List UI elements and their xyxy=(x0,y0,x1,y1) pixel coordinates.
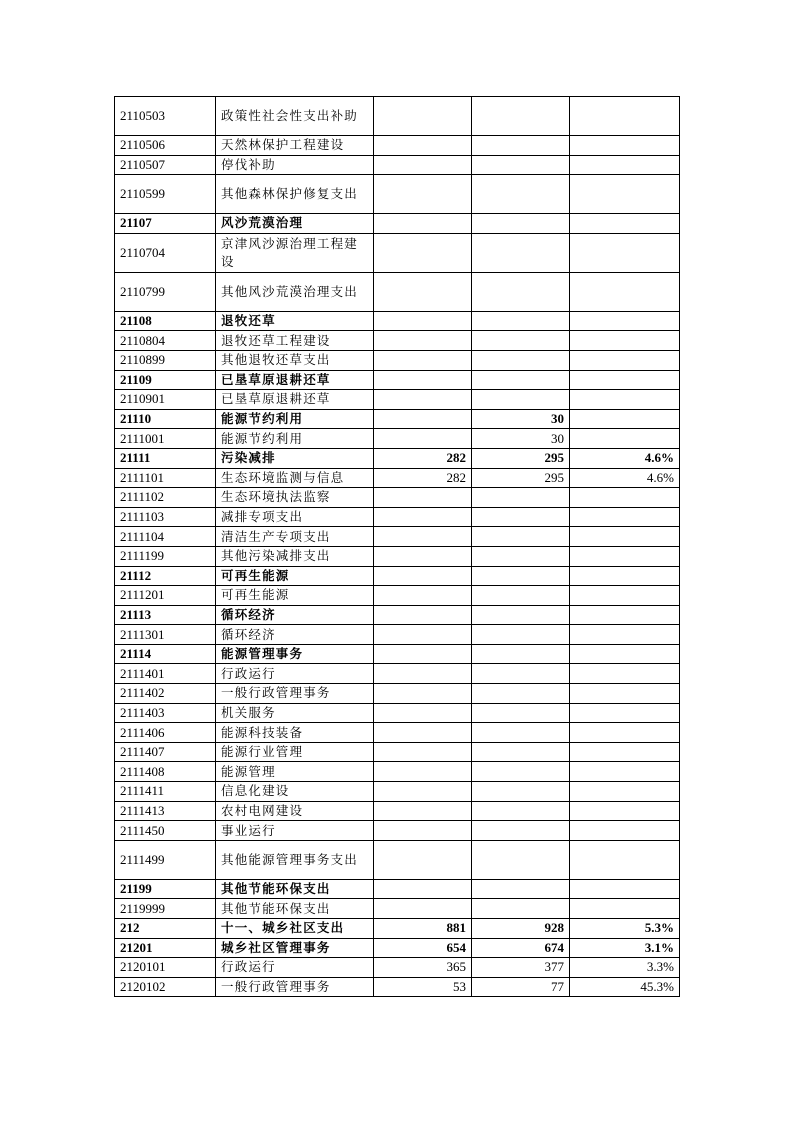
code-cell: 2111413 xyxy=(115,801,216,821)
code-cell: 2111301 xyxy=(115,625,216,645)
value-2020-cell xyxy=(472,566,570,586)
value-2020-cell: 30 xyxy=(472,409,570,429)
table-row xyxy=(115,605,680,625)
item-name-cell: 农村电网建设 xyxy=(216,801,374,821)
growth-rate-cell xyxy=(570,233,680,272)
value-2020-cell xyxy=(472,175,570,214)
growth-rate-cell xyxy=(570,625,680,645)
value-2019-cell xyxy=(374,507,472,527)
code-cell: 21113 xyxy=(115,605,216,625)
table-row xyxy=(115,801,680,821)
code-cell: 2110599 xyxy=(115,175,216,214)
item-name-cell: 其他风沙荒漠治理支出 xyxy=(216,272,374,311)
table-row xyxy=(115,136,680,156)
item-name-cell: 机关服务 xyxy=(216,703,374,723)
value-2019-cell xyxy=(374,782,472,802)
value-2020-cell xyxy=(472,644,570,664)
value-2019-cell xyxy=(374,703,472,723)
growth-rate-cell: 5.3% xyxy=(570,919,680,939)
growth-rate-cell xyxy=(570,684,680,704)
table-row xyxy=(115,272,680,311)
table-row xyxy=(115,507,680,527)
item-name-cell: 可再生能源 xyxy=(216,586,374,606)
item-name-cell: 停伐补助 xyxy=(216,155,374,175)
code-cell: 21114 xyxy=(115,644,216,664)
item-name-cell: 一般行政管理事务 xyxy=(216,684,374,704)
table-row xyxy=(115,782,680,802)
item-name-cell: 能源管理 xyxy=(216,762,374,782)
table-row xyxy=(115,938,680,958)
code-cell: 2110507 xyxy=(115,155,216,175)
table-row xyxy=(115,958,680,978)
growth-rate-cell xyxy=(570,527,680,547)
value-2020-cell: 77 xyxy=(472,977,570,997)
value-2019-cell xyxy=(374,723,472,743)
value-2019-cell: 881 xyxy=(374,919,472,939)
table-row xyxy=(115,409,680,429)
code-cell: 2111401 xyxy=(115,664,216,684)
table-row xyxy=(115,919,680,939)
growth-rate-cell xyxy=(570,742,680,762)
table-row xyxy=(115,468,680,488)
table-row xyxy=(115,175,680,214)
table-row xyxy=(115,977,680,997)
value-2019-cell xyxy=(374,821,472,841)
growth-rate-cell: 4.6% xyxy=(570,448,680,468)
code-cell: 2110704 xyxy=(115,233,216,272)
growth-rate-cell xyxy=(570,136,680,156)
growth-rate-cell xyxy=(570,801,680,821)
code-cell: 2111408 xyxy=(115,762,216,782)
code-cell: 2111102 xyxy=(115,488,216,508)
growth-rate-cell xyxy=(570,488,680,508)
table-row xyxy=(115,214,680,234)
code-cell: 21108 xyxy=(115,311,216,331)
item-name-cell: 十一、城乡社区支出 xyxy=(216,919,374,939)
item-name-cell: 生态环境执法监察 xyxy=(216,488,374,508)
value-2020-cell xyxy=(472,546,570,566)
growth-rate-cell xyxy=(570,390,680,410)
code-cell: 212 xyxy=(115,919,216,939)
item-name-cell: 风沙荒漠治理 xyxy=(216,214,374,234)
table-row xyxy=(115,233,680,272)
code-cell: 2111103 xyxy=(115,507,216,527)
code-cell: 2111406 xyxy=(115,723,216,743)
growth-rate-cell xyxy=(570,331,680,351)
growth-rate-cell xyxy=(570,703,680,723)
value-2019-cell xyxy=(374,546,472,566)
code-cell: 2110506 xyxy=(115,136,216,156)
value-2020-cell xyxy=(472,801,570,821)
table-row xyxy=(115,586,680,606)
item-name-cell: 可再生能源 xyxy=(216,566,374,586)
table-row xyxy=(115,448,680,468)
growth-rate-cell: 3.3% xyxy=(570,958,680,978)
value-2020-cell xyxy=(472,762,570,782)
value-2020-cell xyxy=(472,233,570,272)
item-name-cell: 政策性社会性支出补助 xyxy=(216,97,374,136)
code-cell: 21107 xyxy=(115,214,216,234)
value-2019-cell xyxy=(374,370,472,390)
table-row xyxy=(115,899,680,919)
value-2019-cell xyxy=(374,586,472,606)
item-name-cell: 污染减排 xyxy=(216,448,374,468)
table-row xyxy=(115,350,680,370)
table-row xyxy=(115,566,680,586)
item-name-cell: 能源科技装备 xyxy=(216,723,374,743)
item-name-cell: 清洁生产专项支出 xyxy=(216,527,374,547)
growth-rate-cell xyxy=(570,899,680,919)
value-2019-cell xyxy=(374,331,472,351)
value-2019-cell: 282 xyxy=(374,448,472,468)
item-name-cell: 行政运行 xyxy=(216,958,374,978)
item-name-cell: 能源行业管理 xyxy=(216,742,374,762)
value-2019-cell: 282 xyxy=(374,468,472,488)
growth-rate-cell xyxy=(570,155,680,175)
item-name-cell: 其他节能环保支出 xyxy=(216,879,374,899)
growth-rate-cell: 45.3% xyxy=(570,977,680,997)
growth-rate-cell: 3.1% xyxy=(570,938,680,958)
value-2020-cell xyxy=(472,879,570,899)
code-cell: 21109 xyxy=(115,370,216,390)
value-2019-cell xyxy=(374,527,472,547)
value-2019-cell xyxy=(374,272,472,311)
value-2020-cell xyxy=(472,625,570,645)
item-name-cell: 已垦草原退耕还草 xyxy=(216,390,374,410)
value-2020-cell xyxy=(472,136,570,156)
budget-table-container xyxy=(114,96,680,997)
code-cell: 2111402 xyxy=(115,684,216,704)
value-2019-cell xyxy=(374,233,472,272)
value-2020-cell: 30 xyxy=(472,429,570,449)
code-cell: 2111407 xyxy=(115,742,216,762)
table-row xyxy=(115,97,680,136)
value-2020-cell xyxy=(472,311,570,331)
value-2020-cell xyxy=(472,742,570,762)
item-name-cell: 减排专项支出 xyxy=(216,507,374,527)
table-row xyxy=(115,625,680,645)
growth-rate-cell xyxy=(570,175,680,214)
table-body xyxy=(115,97,680,997)
growth-rate-cell xyxy=(570,97,680,136)
growth-rate-cell xyxy=(570,507,680,527)
value-2019-cell xyxy=(374,801,472,821)
item-name-cell: 天然林保护工程建设 xyxy=(216,136,374,156)
table-row xyxy=(115,390,680,410)
item-name-cell: 其他节能环保支出 xyxy=(216,899,374,919)
value-2019-cell xyxy=(374,409,472,429)
value-2019-cell xyxy=(374,429,472,449)
value-2019-cell xyxy=(374,742,472,762)
growth-rate-cell xyxy=(570,782,680,802)
value-2019-cell xyxy=(374,390,472,410)
value-2020-cell: 928 xyxy=(472,919,570,939)
table-row xyxy=(115,370,680,390)
value-2020-cell xyxy=(472,723,570,743)
code-cell: 2111411 xyxy=(115,782,216,802)
table-row xyxy=(115,527,680,547)
item-name-cell: 循环经济 xyxy=(216,625,374,645)
growth-rate-cell: 4.6% xyxy=(570,468,680,488)
table-row xyxy=(115,331,680,351)
value-2019-cell xyxy=(374,214,472,234)
code-cell: 2111499 xyxy=(115,840,216,879)
item-name-cell: 退牧还草工程建设 xyxy=(216,331,374,351)
value-2020-cell xyxy=(472,155,570,175)
value-2020-cell xyxy=(472,488,570,508)
code-cell: 2111104 xyxy=(115,527,216,547)
value-2020-cell xyxy=(472,899,570,919)
table-row xyxy=(115,821,680,841)
item-name-cell: 其他退牧还草支出 xyxy=(216,350,374,370)
budget-table xyxy=(114,96,680,997)
value-2019-cell xyxy=(374,625,472,645)
code-cell: 2120101 xyxy=(115,958,216,978)
code-cell: 21201 xyxy=(115,938,216,958)
item-name-cell: 一般行政管理事务 xyxy=(216,977,374,997)
table-row xyxy=(115,762,680,782)
code-cell: 21199 xyxy=(115,879,216,899)
value-2020-cell xyxy=(472,331,570,351)
growth-rate-cell xyxy=(570,370,680,390)
growth-rate-cell xyxy=(570,840,680,879)
code-cell: 21112 xyxy=(115,566,216,586)
growth-rate-cell xyxy=(570,821,680,841)
code-cell: 2111199 xyxy=(115,546,216,566)
item-name-cell: 其他森林保护修复支出 xyxy=(216,175,374,214)
value-2019-cell xyxy=(374,350,472,370)
value-2020-cell xyxy=(472,840,570,879)
code-cell: 2110799 xyxy=(115,272,216,311)
growth-rate-cell xyxy=(570,214,680,234)
value-2019-cell: 365 xyxy=(374,958,472,978)
code-cell: 2111450 xyxy=(115,821,216,841)
growth-rate-cell xyxy=(570,586,680,606)
value-2020-cell xyxy=(472,664,570,684)
table-row xyxy=(115,311,680,331)
item-name-cell: 行政运行 xyxy=(216,664,374,684)
value-2020-cell: 674 xyxy=(472,938,570,958)
code-cell: 2110804 xyxy=(115,331,216,351)
item-name-cell: 事业运行 xyxy=(216,821,374,841)
value-2020-cell xyxy=(472,370,570,390)
code-cell: 21111 xyxy=(115,448,216,468)
growth-rate-cell xyxy=(570,272,680,311)
item-name-cell: 已垦草原退耕还草 xyxy=(216,370,374,390)
table-row xyxy=(115,879,680,899)
code-cell: 2110901 xyxy=(115,390,216,410)
growth-rate-cell xyxy=(570,566,680,586)
item-name-cell: 能源管理事务 xyxy=(216,644,374,664)
value-2020-cell xyxy=(472,390,570,410)
value-2019-cell xyxy=(374,311,472,331)
growth-rate-cell xyxy=(570,762,680,782)
value-2019-cell xyxy=(374,840,472,879)
table-row xyxy=(115,644,680,664)
value-2020-cell xyxy=(472,684,570,704)
growth-rate-cell xyxy=(570,350,680,370)
value-2019-cell: 53 xyxy=(374,977,472,997)
table-row xyxy=(115,703,680,723)
growth-rate-cell xyxy=(570,664,680,684)
value-2020-cell xyxy=(472,97,570,136)
code-cell: 2119999 xyxy=(115,899,216,919)
value-2020-cell xyxy=(472,605,570,625)
table-row xyxy=(115,429,680,449)
value-2019-cell xyxy=(374,136,472,156)
value-2019-cell xyxy=(374,97,472,136)
table-row xyxy=(115,155,680,175)
code-cell: 2110503 xyxy=(115,97,216,136)
value-2020-cell xyxy=(472,703,570,723)
table-row xyxy=(115,684,680,704)
growth-rate-cell xyxy=(570,605,680,625)
table-row xyxy=(115,546,680,566)
value-2020-cell xyxy=(472,507,570,527)
value-2020-cell xyxy=(472,527,570,547)
value-2020-cell xyxy=(472,272,570,311)
table-row xyxy=(115,840,680,879)
value-2020-cell: 295 xyxy=(472,468,570,488)
value-2019-cell xyxy=(374,155,472,175)
value-2019-cell xyxy=(374,879,472,899)
value-2020-cell xyxy=(472,214,570,234)
table-row xyxy=(115,723,680,743)
value-2020-cell xyxy=(472,782,570,802)
value-2019-cell xyxy=(374,664,472,684)
growth-rate-cell xyxy=(570,409,680,429)
code-cell: 2111101 xyxy=(115,468,216,488)
value-2019-cell: 654 xyxy=(374,938,472,958)
item-name-cell: 生态环境监测与信息 xyxy=(216,468,374,488)
item-name-cell: 其他能源管理事务支出 xyxy=(216,840,374,879)
value-2019-cell xyxy=(374,488,472,508)
code-cell: 2111201 xyxy=(115,586,216,606)
item-name-cell: 能源节约利用 xyxy=(216,409,374,429)
value-2019-cell xyxy=(374,684,472,704)
table-row xyxy=(115,742,680,762)
table-row xyxy=(115,664,680,684)
growth-rate-cell xyxy=(570,723,680,743)
growth-rate-cell xyxy=(570,546,680,566)
item-name-cell: 其他污染减排支出 xyxy=(216,546,374,566)
table-row xyxy=(115,488,680,508)
growth-rate-cell xyxy=(570,429,680,449)
code-cell: 2120102 xyxy=(115,977,216,997)
value-2019-cell xyxy=(374,644,472,664)
growth-rate-cell xyxy=(570,311,680,331)
code-cell: 2111001 xyxy=(115,429,216,449)
value-2019-cell xyxy=(374,175,472,214)
value-2019-cell xyxy=(374,605,472,625)
item-name-cell: 循环经济 xyxy=(216,605,374,625)
growth-rate-cell xyxy=(570,644,680,664)
item-name-cell: 退牧还草 xyxy=(216,311,374,331)
growth-rate-cell xyxy=(570,879,680,899)
value-2020-cell xyxy=(472,350,570,370)
item-name-cell: 能源节约利用 xyxy=(216,429,374,449)
value-2020-cell: 377 xyxy=(472,958,570,978)
code-cell: 2111403 xyxy=(115,703,216,723)
code-cell: 21110 xyxy=(115,409,216,429)
item-name-cell: 信息化建设 xyxy=(216,782,374,802)
value-2019-cell xyxy=(374,566,472,586)
value-2020-cell xyxy=(472,586,570,606)
item-name-cell: 京津风沙源治理工程建设 xyxy=(216,233,374,272)
value-2020-cell: 295 xyxy=(472,448,570,468)
code-cell: 2110899 xyxy=(115,350,216,370)
value-2019-cell xyxy=(374,899,472,919)
value-2020-cell xyxy=(472,821,570,841)
value-2019-cell xyxy=(374,762,472,782)
item-name-cell: 城乡社区管理事务 xyxy=(216,938,374,958)
